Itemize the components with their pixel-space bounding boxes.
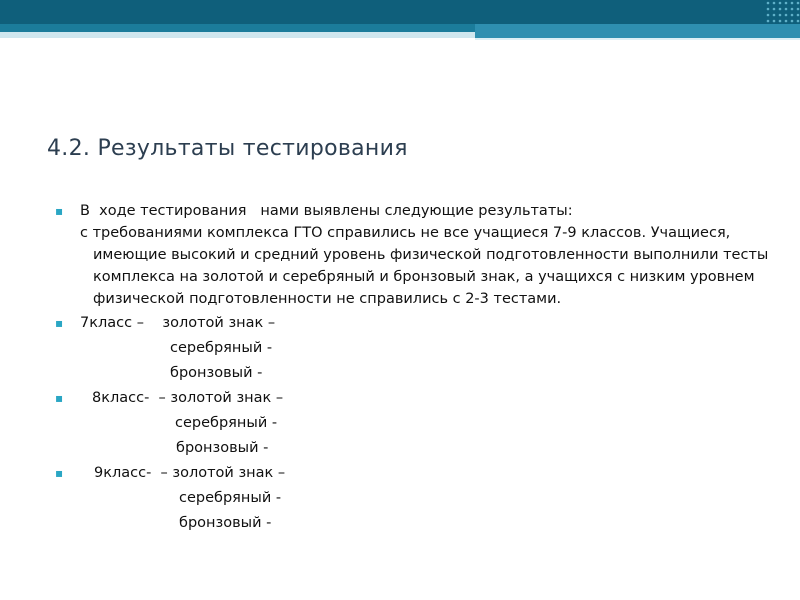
stripe [475,24,800,38]
list-item [55,487,755,509]
header-bar [0,0,800,24]
header-stripes [0,24,800,40]
list-item-grade7 [55,312,755,334]
list-item [55,337,755,359]
decorative-dots-icon [764,0,800,24]
grade7-gold: 7класс – золотой знак – [80,315,276,331]
grade7-bronze: бронзовый - [170,365,263,381]
list-item-grade9 [55,462,755,484]
bullet-icon: ▪ [55,316,64,330]
list-item-grade8 [55,387,755,409]
slide-body [55,200,769,534]
stripe [0,24,475,32]
list-item [55,512,755,534]
stripe [0,32,475,38]
list-item [55,200,755,222]
bullet-icon: ▪ [55,466,64,480]
list-item [55,437,755,459]
grade8-silver: серебряный - [175,415,278,431]
bullet-icon: ▪ [55,204,64,218]
results-paragraph: с требованиями комплекса ГТО справились не все учащиеся 7-9 классов. Учащиеся, имеющие высокий и средний уровень физической подготовленности выполнили тесты комплекса на золотой и серебряный и бронзовый знак, а учащихся с низким уровнем физической подготовленности не справились с 2-3 тестами. [80,225,769,307]
slide-title: 4.2. Результаты тестирования [47,136,408,161]
grade7-silver: серебряный - [170,340,273,356]
bullet-icon: ▪ [55,391,64,405]
intro-text: В ходе тестирования нами выявлены следующие результаты: [80,203,573,219]
grade9-silver: серебряный - [179,490,282,506]
list-item [55,362,755,384]
grade9-gold: 9класс- – золотой знак – [94,465,286,481]
grade8-bronze: бронзовый - [176,440,269,456]
stripe [475,38,800,40]
grade8-gold: 8класс- – золотой знак – [92,390,284,406]
list-item [55,412,755,434]
grade9-bronze: бронзовый - [179,515,272,531]
